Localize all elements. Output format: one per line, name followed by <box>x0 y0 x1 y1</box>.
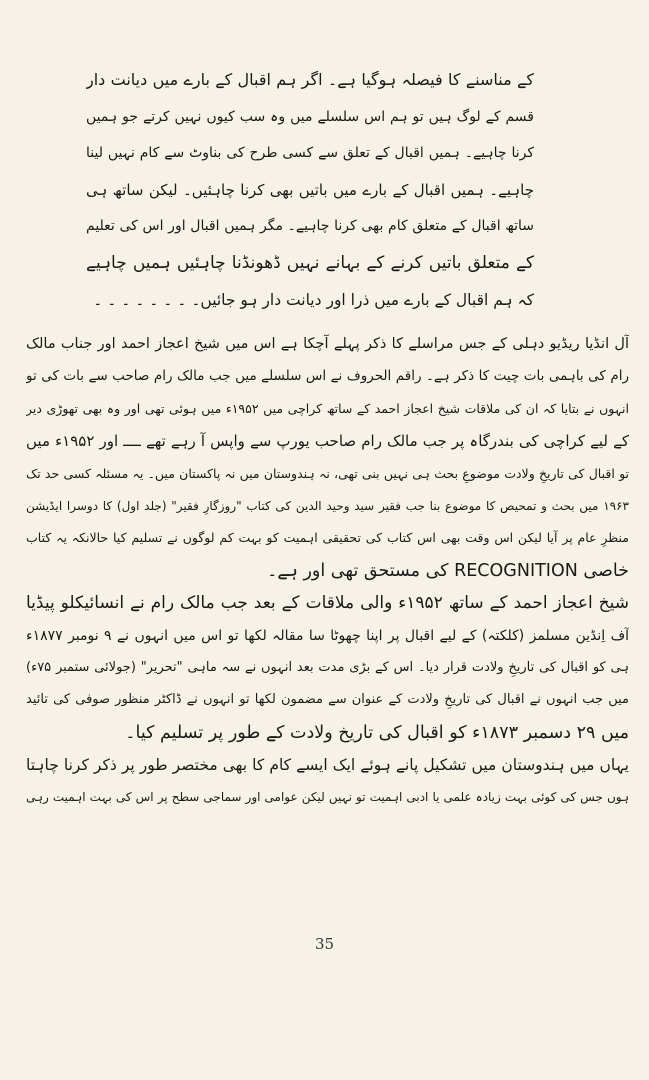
quote-line: کے مناسنے کا فیصلہ ہوگیا ہے۔ اگر ہم اقبال کے بارے میں دیانت دار <box>86 70 534 89</box>
body-line: رام کی باہمی بات چیت کا ذکر ہے۔ راقم الحروف نے اس سلسلے میں جب مالک رام صاحب سے بات کی تو <box>26 368 629 385</box>
body-line: یہاں میں ہندوستان میں تشکیل پانے ہوئے ایک ایسے کام کا بھی مختصر طور پر ذکر کرنا چاہتا <box>26 756 629 775</box>
body-line: آل انڈیا ریڈیو دہلی کے جس مراسلے کا ذکر پہلے آچکا ہے اس میں شیخ اعجاز احمد اور جناب مالک <box>26 336 629 352</box>
quote-line: چاہیے۔ ہمیں اقبال کے بارے میں باتیں بھی کرنا چاہئیں۔ لیکن ساتھ ہی <box>86 180 534 199</box>
body-line: میں ۲۹ دسمبر ۱۸۷۳ء کو اقبال کی تاریخ ولادت کے طور پر تسلیم کیا۔ <box>125 722 629 743</box>
indented-quote <box>86 62 534 318</box>
body-line: ہوں جس کی کوئی بہت زیادہ علمی یا ادبی اہمیت تو نہیں لیکن عوامی اور سماجی سطح پر اس کی بہت اہمیت رہی <box>26 790 629 805</box>
page-number: 35 <box>314 935 335 953</box>
quote-line: قسم کے لوگ ہیں تو ہم اس سلسلے میں وہ سب کیوں نہیں کرتے جو ہمیں <box>86 108 534 125</box>
body-line: شیخ اعجاز احمد کے ساتھ ۱۹۵۲ء والی ملاقات کے بعد جب مالک رام نے انسائیکلو پیڈیا <box>26 593 629 614</box>
body-line: آف اِنڈین مسلمز (کلکتہ) کے لیے اقبال پر اپنا چھوٹا سا مقالہ لکھا تو اس میں انہوں نے ۹ نومبر ۱۸۷۷ء <box>26 627 629 644</box>
body-line: ہی کو اقبال کی تاریخِ ولادت قرار دیا۔ اس کے بڑی مدت بعد انہوں نے سہ ماہی "تحریر" (جولائی ستمبر ۷۵ء) <box>26 659 629 675</box>
body-line: منظرِ عام پر آیا لیکن اس وقت بھی اس کتاب کی تحقیقی اہمیت کو بہت کم لوگوں نے تسلیم کیا حالانکہ یہ کتاب <box>26 530 629 546</box>
body-line: میں جب انہوں نے اقبال کی تاریخِ ولادت کے عنوان سے مضمون لکھا تو انہوں نے ڈاکٹر منظور صوفی کی تائید <box>26 692 629 708</box>
body-text <box>26 328 629 814</box>
body-line: کے لیے کراچی کی بندرگاہ پر جب مالک رام صاحب یورپ سے واپس آ رہے تھے ــــ اور ۱۹۵۲ء میں <box>26 432 629 451</box>
body-line: خاصی RECOGNITION کی مستحق تھی اور ہے۔ <box>267 560 629 581</box>
body-line: تو اقبال کی تاریخِ ولادت موضوعِ بحث ہی نہیں بنی تھی، نہ ہندوستان میں نہ پاکستان میں۔ یہ مسئلہ کسی حد تک <box>26 465 629 481</box>
quote-line: کے متعلق باتیں کرنے کے بہانے نہیں ڈھونڈنا چاہئیں ہمیں چاہیے <box>86 252 534 273</box>
quote-line: کہ ہم اقبال کے بارے میں ذرا اور دیانت دار ہو جائیں۔ ۔ ۔ ۔ ۔ ۔ ۔ ۔ <box>93 290 534 309</box>
quote-line: ساتھ اقبال کے متعلق کام بھی کرنا چاہیے۔ مگر ہمیں اقبال اور اس کی تعلیم <box>86 218 534 235</box>
body-line: انہوں نے بتایا کہ ان کی ملاقات شیخ اعجاز احمد کے ساتھ کراچی میں ۱۹۵۲ء میں ہوئی تھی اور وہ بھی تھوڑی دیر <box>26 400 629 416</box>
body-line: ۱۹۶۳ میں بحث و تمحیص کا موضوع بنا جب فقیر سید وحید الدین کی کتاب "روزگارِ فقیر" (جلد اول) کا دوسرا ایڈیشن <box>26 498 629 513</box>
quote-line: کرنا چاہیے۔ ہمیں اقبال کے تعلق سے کسی طرح کی بناوٹ سے کام نہیں لینا <box>86 145 534 162</box>
